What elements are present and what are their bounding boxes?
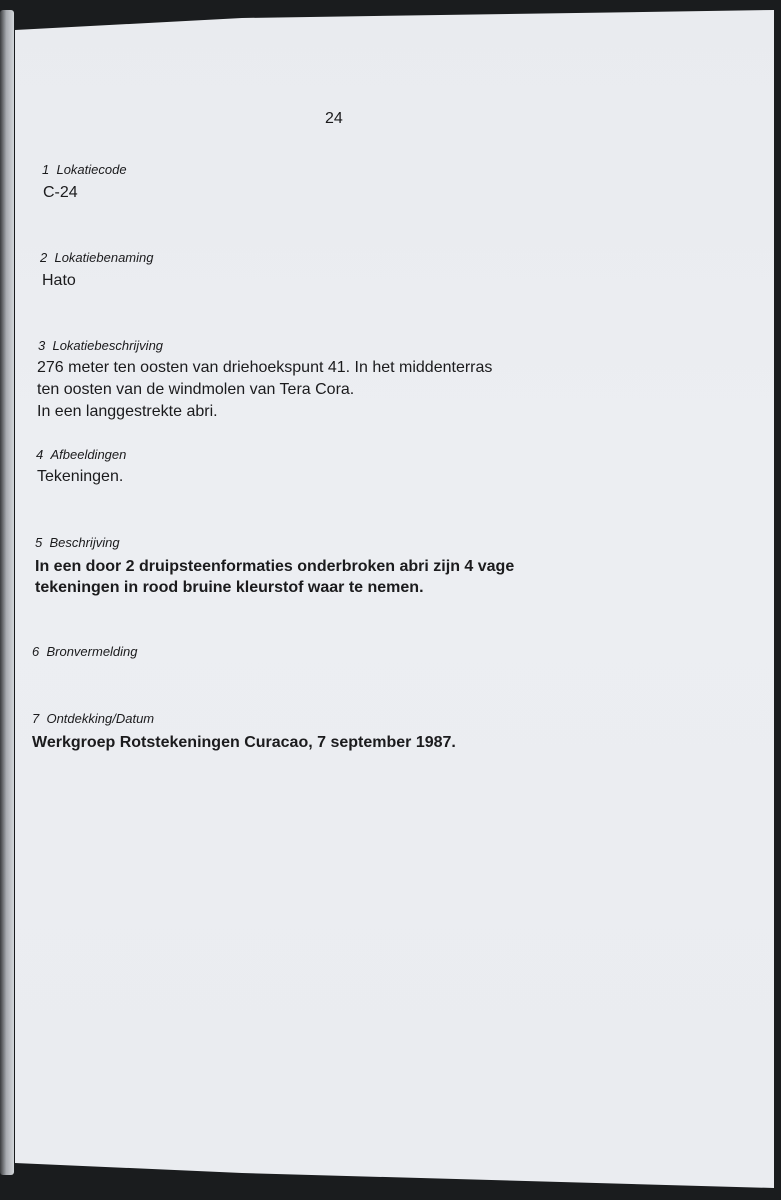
field-label-lokatiebeschrijving: 3 Lokatiebeschrijving [38, 338, 164, 353]
field-value-afbeeldingen: Tekeningen. [37, 468, 124, 485]
document-page [12, 8, 774, 1190]
field-label-lokatiecode: 1 Lokatiecode [42, 162, 127, 177]
field-value-lokatiebeschrijving-line1: 276 meter ten oosten van driehoekspunt 41. In het middenterras [37, 359, 493, 376]
field-value-ontdekking-datum: Werkgroep Rotstekeningen Curacao, 7 september 1987. [32, 734, 456, 751]
field-label-ontdekking-datum: 7 Ontdekking/Datum [32, 711, 155, 726]
field-label-afbeeldingen: 4 Afbeeldingen [36, 447, 127, 462]
field-value-lokatiebeschrijving-line2: ten oosten van de windmolen van Tera Cora. [37, 381, 355, 398]
book-spine [0, 10, 14, 1175]
field-value-beschrijving-line1: In een door 2 druipsteenformaties onderbroken abri zijn 4 vage [35, 558, 515, 575]
field-value-lokatiecode: C-24 [43, 184, 78, 201]
field-value-lokatiebenaming: Hato [42, 272, 76, 289]
page-number: 24 [325, 110, 343, 127]
field-value-beschrijving-line2: tekeningen in rood bruine kleurstof waar te nemen. [35, 579, 424, 596]
field-value-lokatiebeschrijving-line3: In een langgestrekte abri. [37, 403, 218, 420]
field-label-beschrijving: 5 Beschrijving [35, 535, 120, 550]
field-label-bronvermelding: 6 Bronvermelding [32, 644, 138, 659]
field-label-lokatiebenaming: 2 Lokatiebenaming [40, 250, 154, 265]
